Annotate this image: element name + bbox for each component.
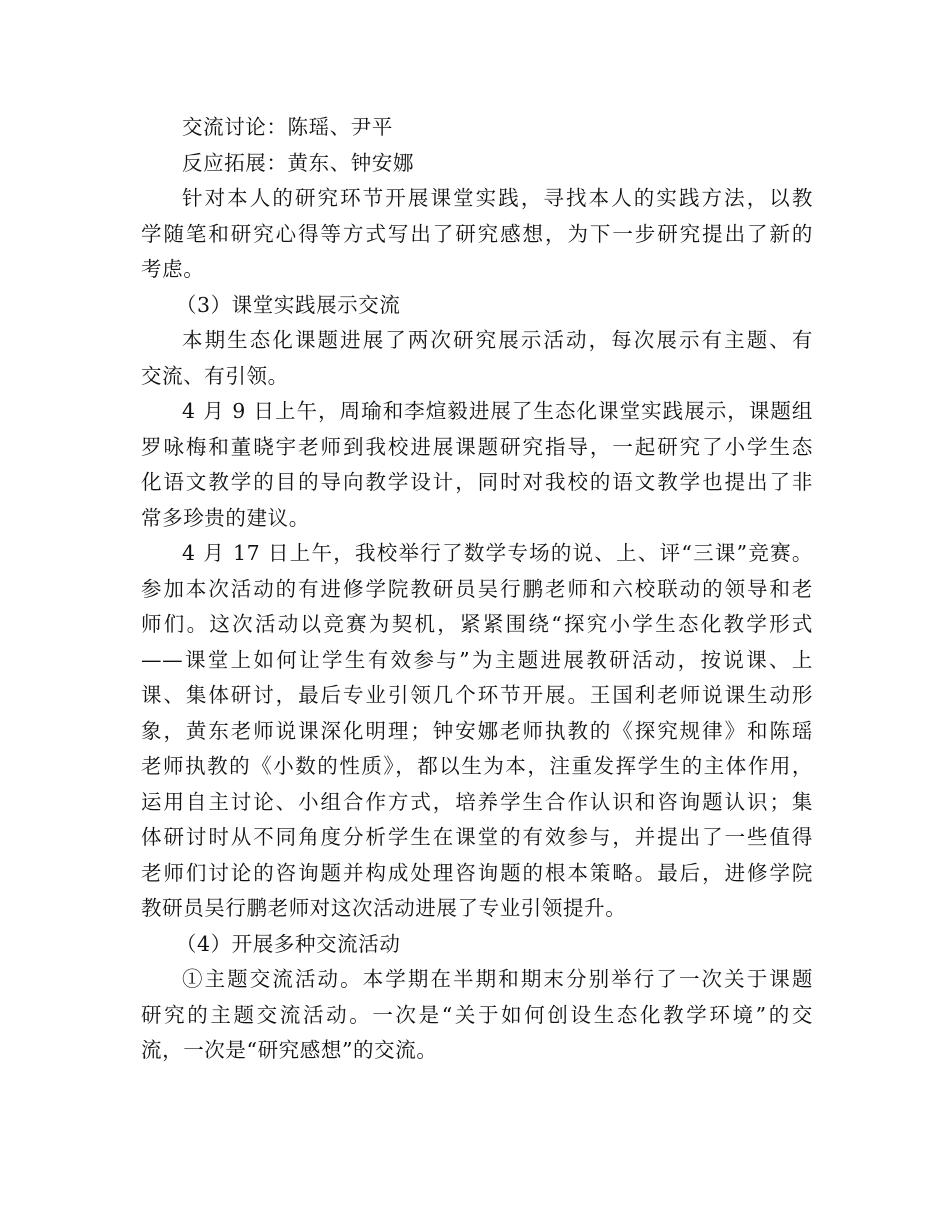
body-paragraph	[141, 181, 813, 288]
text-line: 教研员吴行鹏老师对这次活动进展了专业引领提升。	[141, 896, 627, 920]
section-heading	[141, 288, 813, 324]
text-line: 4 月 9 日上午，周瑜和李煊毅进展了生态化课堂实践展示，课题组	[182, 399, 813, 423]
body-paragraph	[141, 536, 813, 927]
text-line: 象，黄东老师说课深化明理；钟安娜老师执教的《探究规律》和陈瑶	[141, 718, 813, 743]
text-line: 学随笔和研究心得等方式写出了研究感想，为下一步研究提出了新的	[141, 221, 813, 246]
text-line: 反应拓展：黄东、钟安娜	[182, 150, 415, 175]
text-line: 研究的主题交流活动。一次是“关于如何创设生态化教学环境”的交	[141, 1002, 813, 1027]
heading-text: （4）开展多种交流活动	[175, 931, 401, 956]
participants-extension	[141, 146, 813, 182]
text-line: 流，一次是“研究感想”的交流。	[141, 1038, 438, 1062]
text-line: ①主题交流活动。本学期在半期和期末分别举行了一次关于课题	[182, 967, 813, 991]
text-line: 运用自主讨论、小组合作方式，培养学生合作认识和咨询题认识；集	[141, 789, 813, 814]
body-paragraph	[141, 394, 813, 536]
text-line: ——课堂上如何让学生有效参与”为主题进展教研活动，按说课、上	[141, 647, 813, 672]
text-line: 4 月 17 日上午，我校举行了数学专场的说、上、评“三课”竞赛。	[182, 541, 813, 565]
text-line: 课、集体研讨，最后专业引领几个环节开展。王国利老师说课生动形	[141, 683, 813, 707]
participants-discussion	[141, 110, 813, 146]
text-line: 师们。这次活动以竞赛为契机，紧紧围绕“探究小学生态化教学形式	[141, 612, 813, 636]
text-line: 交流讨论：陈瑶、尹平	[182, 115, 393, 139]
text-line: 化语文教学的目的导向教学设计，同时对我校的语文教学也提出了非	[141, 470, 813, 494]
text-line: 罗咏梅和董晓宇老师到我校进展课题研究指导，一起研究了小学生态	[141, 434, 813, 459]
section-heading	[141, 927, 813, 963]
body-paragraph	[141, 962, 813, 1069]
body-paragraph	[141, 323, 813, 394]
text-line: 常多珍贵的建议。	[141, 505, 310, 530]
heading-text: （3）课堂实践展示交流	[175, 292, 401, 317]
text-line: 本期生态化课题进展了两次研究展示活动，每次展示有主题、有	[182, 328, 813, 352]
text-line: 体研讨时从不同角度分析学生在课堂的有效参与，并提出了一些值得	[141, 825, 813, 849]
text-line: 交流、有引领。	[141, 363, 289, 388]
document-body	[141, 110, 813, 1069]
text-line: 老师执教的《小数的性质》，都以生为本，注重发挥学生的主体作用，	[141, 754, 813, 778]
text-line: 考虑。	[141, 257, 205, 281]
text-line: 参加本次活动的有进修学院教研员吴行鹏老师和六校联动的领导和老	[141, 576, 813, 601]
text-line: 老师们讨论的咨询题并构成处理咨询题的根本策略。最后，进修学院	[141, 860, 813, 885]
text-line: 针对本人的研究环节开展课堂实践，寻找本人的实践方法，以教	[182, 186, 813, 210]
